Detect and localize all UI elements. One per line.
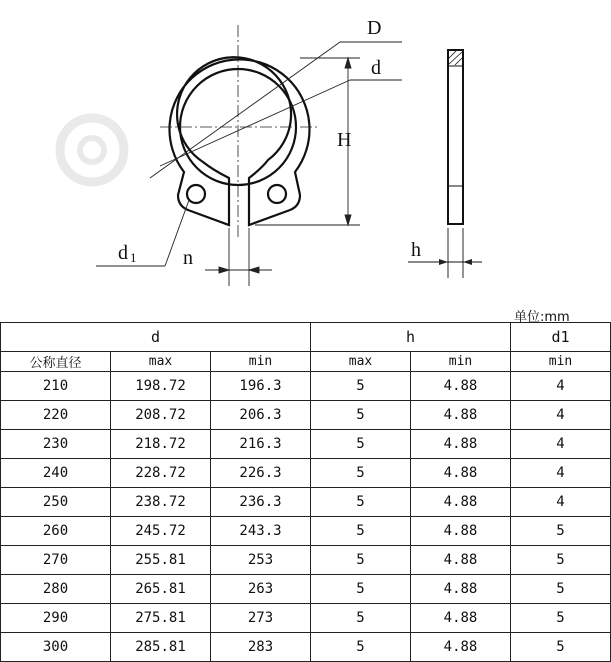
cell-d-min: 283 [211,633,311,662]
cell-h-max: 5 [311,517,411,546]
cell-h-min: 4.88 [411,459,511,488]
cell-d-max: 208.72 [111,401,211,430]
label-d: d [371,57,381,79]
cell-h-max: 5 [311,459,411,488]
cell-h-min: 4.88 [411,401,511,430]
header-nominal: 公称直径 [1,352,111,372]
cell-d-min: 243.3 [211,517,311,546]
header-d: d [1,323,311,352]
dimension-lines [96,42,402,286]
cell-d1-min: 5 [511,575,611,604]
cell-h-min: 4.88 [411,633,511,662]
cell-d-max: 218.72 [111,430,211,459]
cell-h-max: 5 [311,372,411,401]
header-h: h [311,323,511,352]
specification-table [0,322,611,662]
table-row [1,430,611,459]
cell-h-max: 5 [311,575,411,604]
table-row [1,401,611,430]
cell-d1-min: 5 [511,546,611,575]
cell-h-max: 5 [311,430,411,459]
cell-h-min: 4.88 [411,430,511,459]
label-d1: d [118,242,128,264]
cell-d-min: 206.3 [211,401,311,430]
circlip-technical-drawing [0,0,611,305]
cell-d-max: 228.72 [111,459,211,488]
cell-d1-min: 4 [511,372,611,401]
cell-h-min: 4.88 [411,488,511,517]
cell-nominal: 270 [1,546,111,575]
header-h-min: min [411,352,511,372]
header-d-min: min [211,352,311,372]
cell-h-max: 5 [311,488,411,517]
cell-d-min: 253 [211,546,311,575]
table-row [1,488,611,517]
cell-d1-min: 4 [511,430,611,459]
cell-d-max: 198.72 [111,372,211,401]
cell-nominal: 240 [1,459,111,488]
watermark-logo [60,118,124,182]
cell-d-min: 236.3 [211,488,311,517]
cell-h-min: 4.88 [411,372,511,401]
table-row [1,604,611,633]
cell-nominal: 250 [1,488,111,517]
cell-d-min: 263 [211,575,311,604]
table-row [1,517,611,546]
cell-nominal: 280 [1,575,111,604]
cell-d-max: 285.81 [111,633,211,662]
cell-h-min: 4.88 [411,604,511,633]
cell-h-max: 5 [311,633,411,662]
cell-nominal: 300 [1,633,111,662]
cell-d-min: 196.3 [211,372,311,401]
circlip-front-view [170,57,310,225]
cell-d1-min: 4 [511,488,611,517]
cell-d-max: 265.81 [111,575,211,604]
cell-nominal: 290 [1,604,111,633]
cell-d-min: 273 [211,604,311,633]
label-n: n [183,247,193,269]
label-D: D [367,17,382,39]
cell-d-max: 275.81 [111,604,211,633]
cell-h-min: 4.88 [411,546,511,575]
cell-d-min: 226.3 [211,459,311,488]
cell-d1-min: 4 [511,401,611,430]
table-row [1,633,611,662]
label-H: H [337,129,352,151]
cell-h-max: 5 [311,401,411,430]
label-h: h [411,239,421,261]
table-row [1,372,611,401]
header-d1: d1 [511,323,611,352]
cell-h-max: 5 [311,604,411,633]
cell-nominal: 220 [1,401,111,430]
cell-h-max: 5 [311,546,411,575]
cell-d1-min: 5 [511,604,611,633]
cell-nominal: 260 [1,517,111,546]
cell-d1-min: 5 [511,633,611,662]
table-row [1,459,611,488]
cell-nominal: 230 [1,430,111,459]
cell-h-min: 4.88 [411,517,511,546]
cell-h-min: 4.88 [411,575,511,604]
cell-d-max: 255.81 [111,546,211,575]
header-d1-min: min [511,352,611,372]
header-d-max: max [111,352,211,372]
cell-nominal: 210 [1,372,111,401]
cell-d-max: 245.72 [111,517,211,546]
cell-d-min: 216.3 [211,430,311,459]
label-d1-subscript: 1 [130,250,137,265]
cell-d1-min: 5 [511,517,611,546]
table-row [1,546,611,575]
cell-d1-min: 4 [511,459,611,488]
header-h-max: max [311,352,411,372]
cell-d-max: 238.72 [111,488,211,517]
unit-label: 单位:mm [514,310,570,325]
table-row [1,575,611,604]
